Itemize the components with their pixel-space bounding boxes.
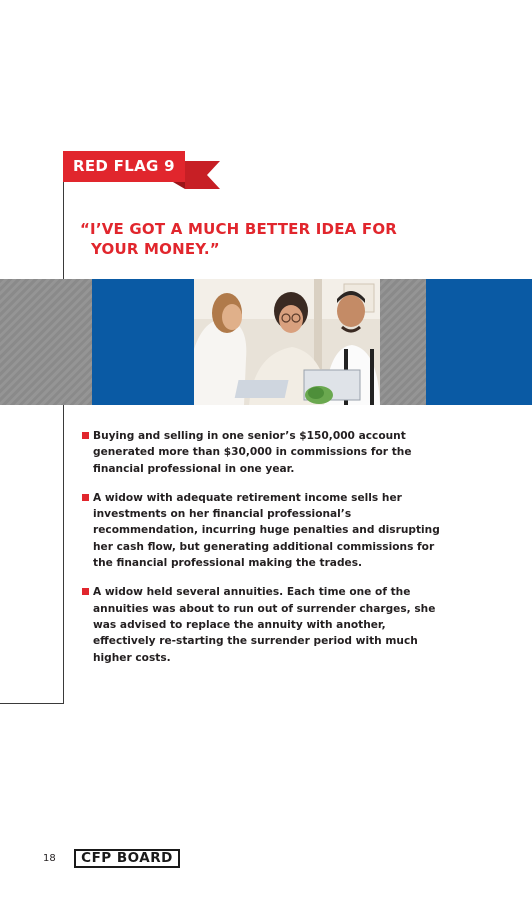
vertical-rule	[63, 152, 64, 704]
list-item-text: A widow held several annuities. Each time one of the annuities was about to run out of surrender charges, she was advised to replace the annuity with another, effectively re-starting the surrender period with much higher costs.	[93, 586, 436, 664]
list-item-text: A widow with adequate retirement income sells her investments on her financial professional’s recommendation, incurring huge penalties and disrupting her cash flow, but generating additional commissions for the financial professional making the trades.	[93, 491, 440, 570]
red-flag-examples	[80, 428, 450, 679]
band-gray-right	[380, 279, 426, 405]
headline-line-1: “I’VE GOT A MUCH BETTER IDEA FOR	[80, 220, 398, 238]
band-blue-right	[426, 279, 532, 405]
bullet-square-icon	[82, 494, 89, 501]
list-item	[80, 428, 450, 477]
headline-line-2: YOUR MONEY.”	[91, 240, 220, 258]
headline-quote	[80, 219, 460, 259]
band-gray-left	[0, 279, 92, 405]
bullet-square-icon	[82, 588, 89, 595]
list-item	[80, 490, 450, 571]
page-number: 18	[43, 853, 56, 864]
list-item-text: Buying and selling in one senior’s $150,000 account generated more than $30,000 in commissions for the financial professional in one year.	[93, 430, 412, 475]
bullet-square-icon	[82, 432, 89, 439]
red-flag-label: RED FLAG 9	[73, 157, 175, 175]
horizontal-rule	[0, 703, 64, 704]
band-blue-left	[92, 279, 194, 405]
photo-three-people-laptop	[194, 279, 380, 405]
list-item	[80, 584, 450, 665]
cfp-board-logo: CFP BOARD	[74, 849, 180, 868]
